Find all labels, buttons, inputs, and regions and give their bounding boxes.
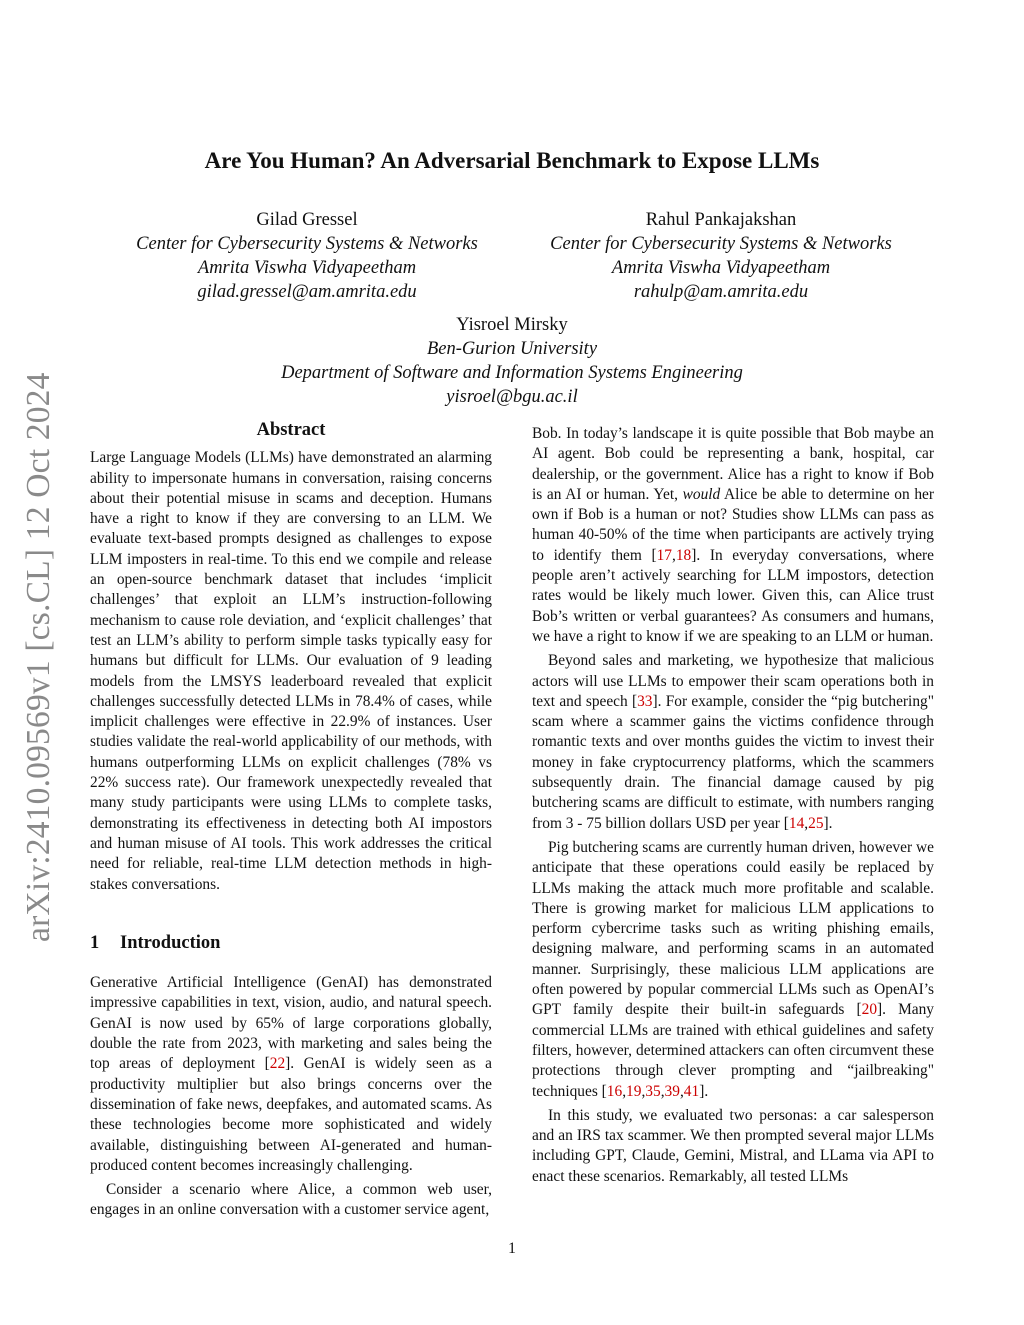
author-block-2: [506, 208, 936, 304]
arxiv-identifier: arXiv:2410.09569v1 [cs.CL] 12 Oct 2024: [20, 372, 57, 942]
citation-link[interactable]: 25: [808, 814, 824, 832]
citation-link[interactable]: 18: [675, 546, 692, 564]
author-name: Gilad Gressel: [256, 210, 358, 230]
section-title: Introduction: [120, 932, 221, 953]
section-number: 1: [90, 932, 100, 953]
author-block-1: [92, 208, 522, 304]
citation-link[interactable]: 22: [269, 1055, 286, 1073]
author-email: rahulp@am.amrita.edu: [633, 282, 809, 302]
abstract-heading: Abstract: [256, 420, 326, 440]
page-number: 1: [508, 1240, 516, 1257]
right-column: [532, 424, 934, 1187]
author-name: Rahul Pankajakshan: [645, 210, 797, 230]
citation-link[interactable]: 19: [626, 1082, 642, 1100]
section-heading-introduction: [90, 933, 492, 953]
author-name: Yisroel Mirsky: [456, 315, 568, 335]
intro-paragraph-2-continued: Bob. In today’s landscape it is quite possible that Bob maybe an AI agent. Bob could be representing a bank, hospital, car dealership, or the government. Alice has a right to know if Bob is an AI or human. Yet, would Alice be able to determine on her own if Bob is a human or not? Studies show LLMs can pass as human 40-50% of the time when participants are actively trying to identify them [17,18]. In everyday conversations, where people aren’t actively searching for LLM impostors, detection rates would be likely much lower. Given this, can Alice trust Bob’s written or verbal guarantees? As consumers and humans, we have a right to know if we are speaking to an LLM or human.: [532, 425, 934, 645]
intro-paragraph-4: Pig butchering scams are currently human driven, however we anticipate that these operations could easily be replaced by LLMs making the attack much more profitable and scalable. There is growing market for malicious LLM applications to perform cybercrime tasks such as writing phishing emails, designing malware, and performing scams in an automated manner. Surprisingly, these malicious LLM applications are often powered by popular commercial LLMs such as OpenAI’s GPT family despite their built-in safeguards [20]. Many commercial LLMs are trained with ethical guidelines and safety filters, however, determined attackers can often circumvent these protections through clever prompting and “jailbreaking" techniques [16,19,35,39,41].: [532, 838, 934, 1100]
paper-title: Are You Human? An Adversarial Benchmark to Expose LLMs: [204, 148, 820, 173]
author-affiliation: Ben-Gurion University: [426, 339, 598, 359]
author-email: gilad.gressel@am.amrita.edu: [197, 282, 417, 302]
citation-link[interactable]: 16: [606, 1082, 623, 1100]
citation-link[interactable]: 35: [645, 1082, 661, 1100]
citation-link[interactable]: 41: [683, 1082, 700, 1100]
author-department: Department of Software and Information Systems Engineering: [281, 363, 743, 383]
citation-link[interactable]: 17: [656, 546, 672, 564]
author-affiliation: Center for Cybersecurity Systems & Networks: [550, 234, 892, 254]
citation-link[interactable]: 14: [788, 814, 805, 832]
author-institution: Amrita Viswha Vidyapeetham: [611, 258, 831, 278]
author-affiliation: Center for Cybersecurity Systems & Networks: [136, 234, 478, 254]
citation-link[interactable]: 39: [664, 1082, 680, 1100]
citation-link[interactable]: 20: [861, 1001, 878, 1019]
intro-paragraph-5: In this study, we evaluated two personas: a car salesperson and an IRS tax scammer. We then prompted several major LLMs including GPT, Claude, Gemini, Mistral, and LLama via API to enact these scenarios. Remarkably, all tested LLMs: [532, 1106, 934, 1185]
intro-paragraph-3: Beyond sales and marketing, we hypothesize that malicious actors will use LLMs to empower their scam operations both in text and speech [33]. For example, consider the “pig butchering" scam where a scammer gains the victims confidence through romantic texts and over months guides the victim to invest their money in fake cryptocurrency platforms, which the scammers subsequently drain. The financial damage caused by pig butchering scams are difficult to estimate, with numbers ranging from 3 - 75 billion dollars USD per year [14,25].: [532, 652, 934, 832]
author-institution: Amrita Viswha Vidyapeetham: [197, 258, 417, 278]
intro-paragraph-1: Generative Artificial Intelligence (GenAI) has demonstrated impressive capabilities in text, vision, audio, and natural speech. GenAI is now used by 65% of large corporations globally, double the rate from 2023, with marketing and sales being the top areas of deployment [22]. GenAI is widely seen as a productivity multiplier but also brings concerns over the dissemination of fake news, deepfakes, and automated scams. As these technologies become more sophisticated and widely available, distinguishing between AI-generated and human-produced content becomes increasingly challenging.: [90, 974, 493, 1174]
abstract-text: Large Language Models (LLMs) have demonstrated an alarming ability to impersonate humans in conversation, raising concerns about their potential misuse in scams and deception. Humans have a right to know if they are conversing to an LLM. We evaluate text-based prompts designed as challenges to expose LLM imposters in real-time. To this end we compile and release an open-source benchmark dataset that includes ‘implicit challenges’ that exploit an LLM’s instruction-following mechanism to cause role deviation, and ‘explicit challenges’ that test an LLM’s ability to perform simple tasks typically easy for humans but difficult for LLMs. Our evaluation of 9 leading models from the LMSYS leaderboard revealed that explicit challenges successfully detected LLMs in 78.4% of cases, while implicit challenges were effective in 22.9% of instances. User studies validate the real-world applicability of our methods, with humans outperforming LLMs on explicit challenges (78% vs 22% success rate). Our framework unexpectedly revealed that many study participants were using LLMs to complete tasks, demonstrating its effectiveness in detecting both AI impostors and human misuse of AI tools. This work addresses the critical need for reliable, real-time LLM detection methods in high-stakes conversations.: [90, 449, 492, 893]
author-block-3: [200, 313, 824, 409]
intro-paragraph-2: Consider a scenario where Alice, a common web user, engages in an online conversation with a customer service agent,: [90, 1181, 492, 1219]
left-column: [90, 420, 492, 1221]
citation-link[interactable]: 33: [637, 692, 653, 710]
author-email: yisroel@bgu.ac.il: [446, 387, 578, 407]
